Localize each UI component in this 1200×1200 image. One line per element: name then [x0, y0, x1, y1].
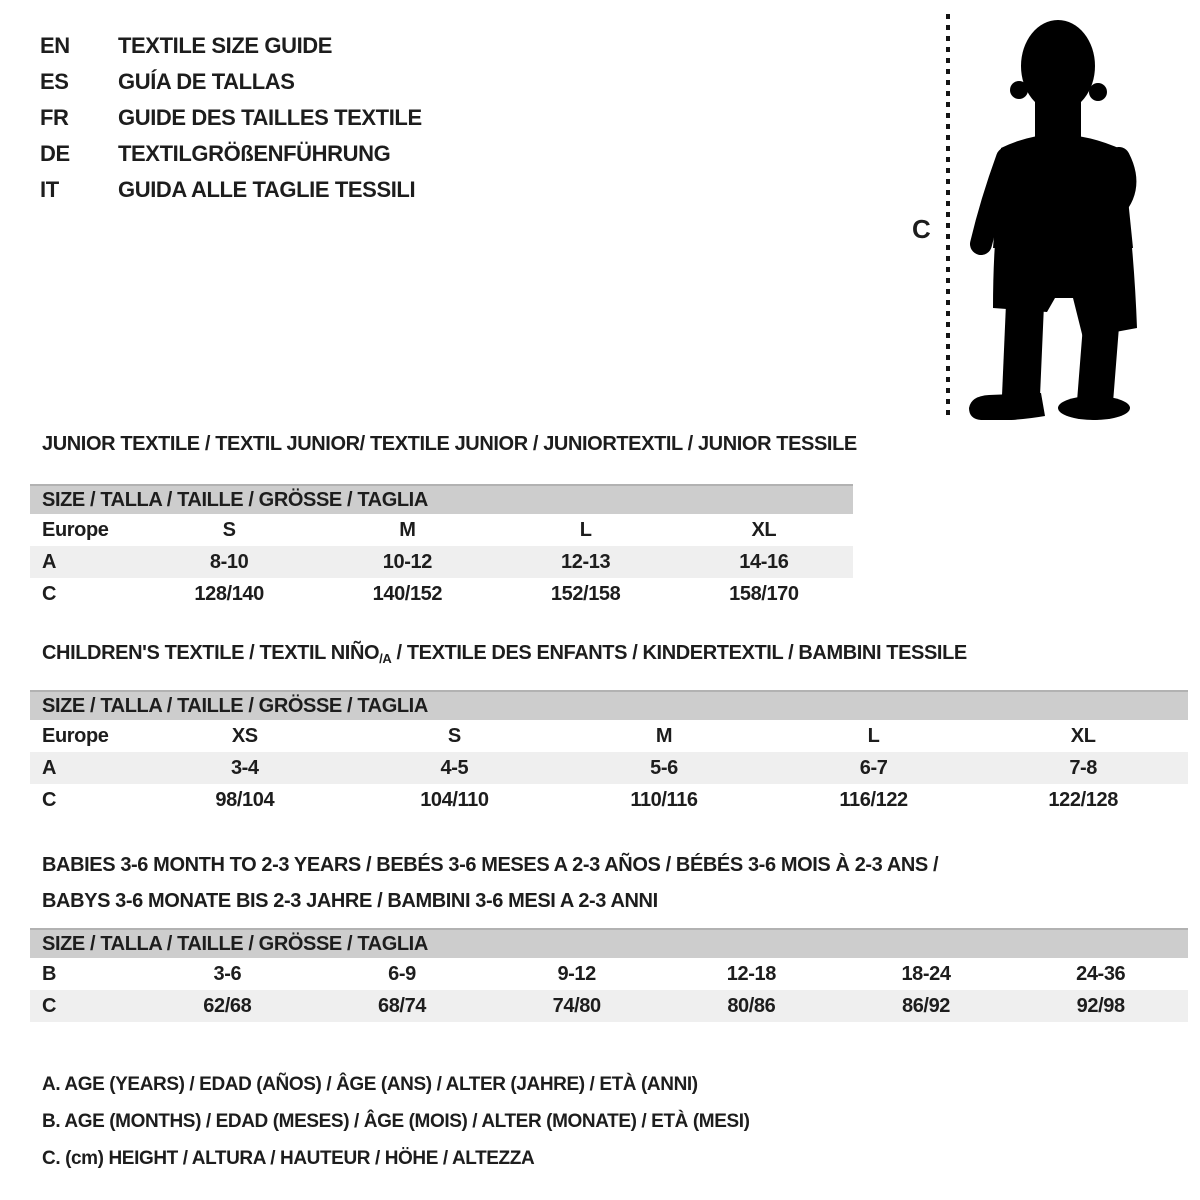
table-cell: M — [655, 724, 673, 747]
table-cell: C — [42, 994, 57, 1017]
table-cell: L — [579, 518, 592, 541]
babies-title-line2: BABYS 3-6 MONATE BIS 2-3 JAHRE / BAMBINI 3-6 MESI A 2-3 ANNI — [42, 890, 658, 912]
table-cell: 74/80 — [552, 994, 601, 1017]
table-cell: 6-7 — [859, 756, 888, 779]
children-size-table — [30, 690, 1188, 816]
height-measure-dashed-line — [946, 14, 950, 416]
language-title-list — [40, 28, 422, 208]
table-cell: Europe — [42, 724, 109, 747]
table-cell: 3-6 — [213, 962, 242, 985]
children-section-title — [42, 642, 967, 666]
table-cell: B — [42, 962, 57, 985]
size-header-bar — [30, 928, 1188, 958]
table-cell: 86/92 — [901, 994, 951, 1017]
table-cell: 152/158 — [550, 582, 621, 605]
guide-title-fr: GUIDE DES TAILLES TEXTILE — [118, 105, 422, 130]
table-cell: M — [399, 518, 416, 541]
guide-title-es: GUÍA DE TALLAS — [118, 69, 295, 94]
junior-section-title: JUNIOR TEXTILE / TEXTIL JUNIOR/ TEXTILE JUNIOR / JUNIORTEXTIL / JUNIOR TESSILE — [42, 433, 857, 455]
language-code: FR — [40, 105, 69, 130]
children-title-part: CHILDREN'S TEXTILE / TEXTIL NIÑO — [42, 642, 380, 664]
table-cell: XL — [751, 518, 777, 541]
table-cell: S — [447, 724, 461, 747]
language-row-fr — [40, 100, 422, 136]
guide-title-it: GUIDA ALLE TAGLIE TESSILI — [118, 177, 416, 202]
measurement-legend — [42, 1066, 750, 1177]
table-cell: 3-4 — [230, 756, 259, 779]
table-cell: A — [42, 756, 57, 779]
language-code: ES — [40, 69, 69, 94]
table-cell: 62/68 — [203, 994, 252, 1017]
table-row-c — [30, 578, 853, 610]
table-cell: 122/128 — [1048, 788, 1118, 811]
table-cell: 6-9 — [388, 962, 416, 985]
guide-title-en: TEXTILE SIZE GUIDE — [118, 33, 333, 58]
table-cell: 128/140 — [194, 582, 264, 605]
table-row-a — [30, 752, 1188, 784]
table-cell: 9-12 — [557, 962, 596, 985]
height-measure-label: C — [912, 214, 931, 244]
table-cell: 7-8 — [1069, 756, 1098, 779]
legend-line-b: B. AGE (MONTHS) / EDAD (MESES) / ÂGE (MOIS) / ALTER (MONATE) / ETÀ (MESI) — [42, 1111, 750, 1132]
table-cell: 18-24 — [901, 962, 951, 985]
size-header-text: SIZE / TALLA / TAILLE / GRÖSSE / TAGLIA — [42, 488, 428, 511]
babies-title-line1: BABIES 3-6 MONTH TO 2-3 YEARS / BEBÉS 3-6 MESES A 2-3 AÑOS / BÉBÉS 3-6 MOIS À 2-3 ANS / — [42, 854, 939, 876]
toddler-silhouette-icon — [955, 8, 1145, 420]
table-cell: 140/152 — [372, 582, 443, 605]
table-row-a — [30, 546, 853, 578]
language-code: IT — [40, 177, 59, 202]
junior-size-table — [30, 484, 853, 610]
language-code: EN — [40, 33, 70, 58]
table-cell: A — [42, 550, 57, 573]
language-row-it — [40, 172, 422, 208]
table-cell: 10-12 — [382, 550, 432, 573]
babies-section-title — [42, 847, 938, 919]
children-title-part: / TEXTILE DES ENFANTS / KINDERTEXTIL / BAMBINI TESSILE — [391, 642, 967, 664]
table-cell: XS — [231, 724, 258, 747]
table-cell: XL — [1070, 724, 1096, 747]
size-header-text: SIZE / TALLA / TAILLE / GRÖSSE / TAGLIA — [42, 694, 428, 717]
table-row-columns — [30, 720, 1188, 752]
guide-title-de: TEXTILGRÖßENFÜHRUNG — [118, 141, 391, 166]
table-cell: 68/74 — [377, 994, 427, 1017]
table-cell: 14-16 — [739, 550, 789, 573]
language-row-en — [40, 28, 422, 64]
children-title-subscript: /A — [379, 651, 392, 666]
table-cell: 5-6 — [650, 756, 678, 779]
table-cell: 110/116 — [630, 788, 698, 811]
table-row-c — [30, 784, 1188, 816]
language-row-de — [40, 136, 422, 172]
size-header-bar — [30, 484, 853, 514]
legend-line-c: C. (cm) HEIGHT / ALTURA / HAUTEUR / HÖHE / ALTEZZA — [42, 1148, 535, 1169]
table-row-c — [30, 990, 1188, 1022]
table-cell: C — [42, 788, 57, 811]
table-cell: 104/110 — [420, 788, 489, 811]
table-cell: 4-5 — [440, 756, 469, 779]
table-row-b — [30, 958, 1188, 990]
table-cell: 116/122 — [839, 788, 908, 811]
size-header-bar — [30, 690, 1188, 720]
table-cell: 92/98 — [1076, 994, 1125, 1017]
table-cell: S — [222, 518, 236, 541]
size-header-text: SIZE / TALLA / TAILLE / GRÖSSE / TAGLIA — [42, 932, 428, 955]
table-cell: L — [867, 724, 880, 747]
language-row-es — [40, 64, 422, 100]
table-cell: 12-18 — [726, 962, 776, 985]
table-cell: 80/86 — [727, 994, 776, 1017]
table-cell: 8-10 — [209, 550, 249, 573]
table-cell: C — [42, 582, 57, 605]
table-cell: 158/170 — [729, 582, 799, 605]
babies-size-table — [30, 928, 1188, 1022]
table-cell: 98/104 — [215, 788, 275, 811]
language-code: DE — [40, 141, 70, 166]
table-cell: Europe — [42, 518, 109, 541]
table-row-columns — [30, 514, 853, 546]
legend-line-a: A. AGE (YEARS) / EDAD (AÑOS) / ÂGE (ANS) / ALTER (JAHRE) / ETÀ (ANNI) — [42, 1074, 698, 1095]
table-cell: 12-13 — [561, 550, 611, 573]
table-cell: 24-36 — [1076, 962, 1126, 985]
